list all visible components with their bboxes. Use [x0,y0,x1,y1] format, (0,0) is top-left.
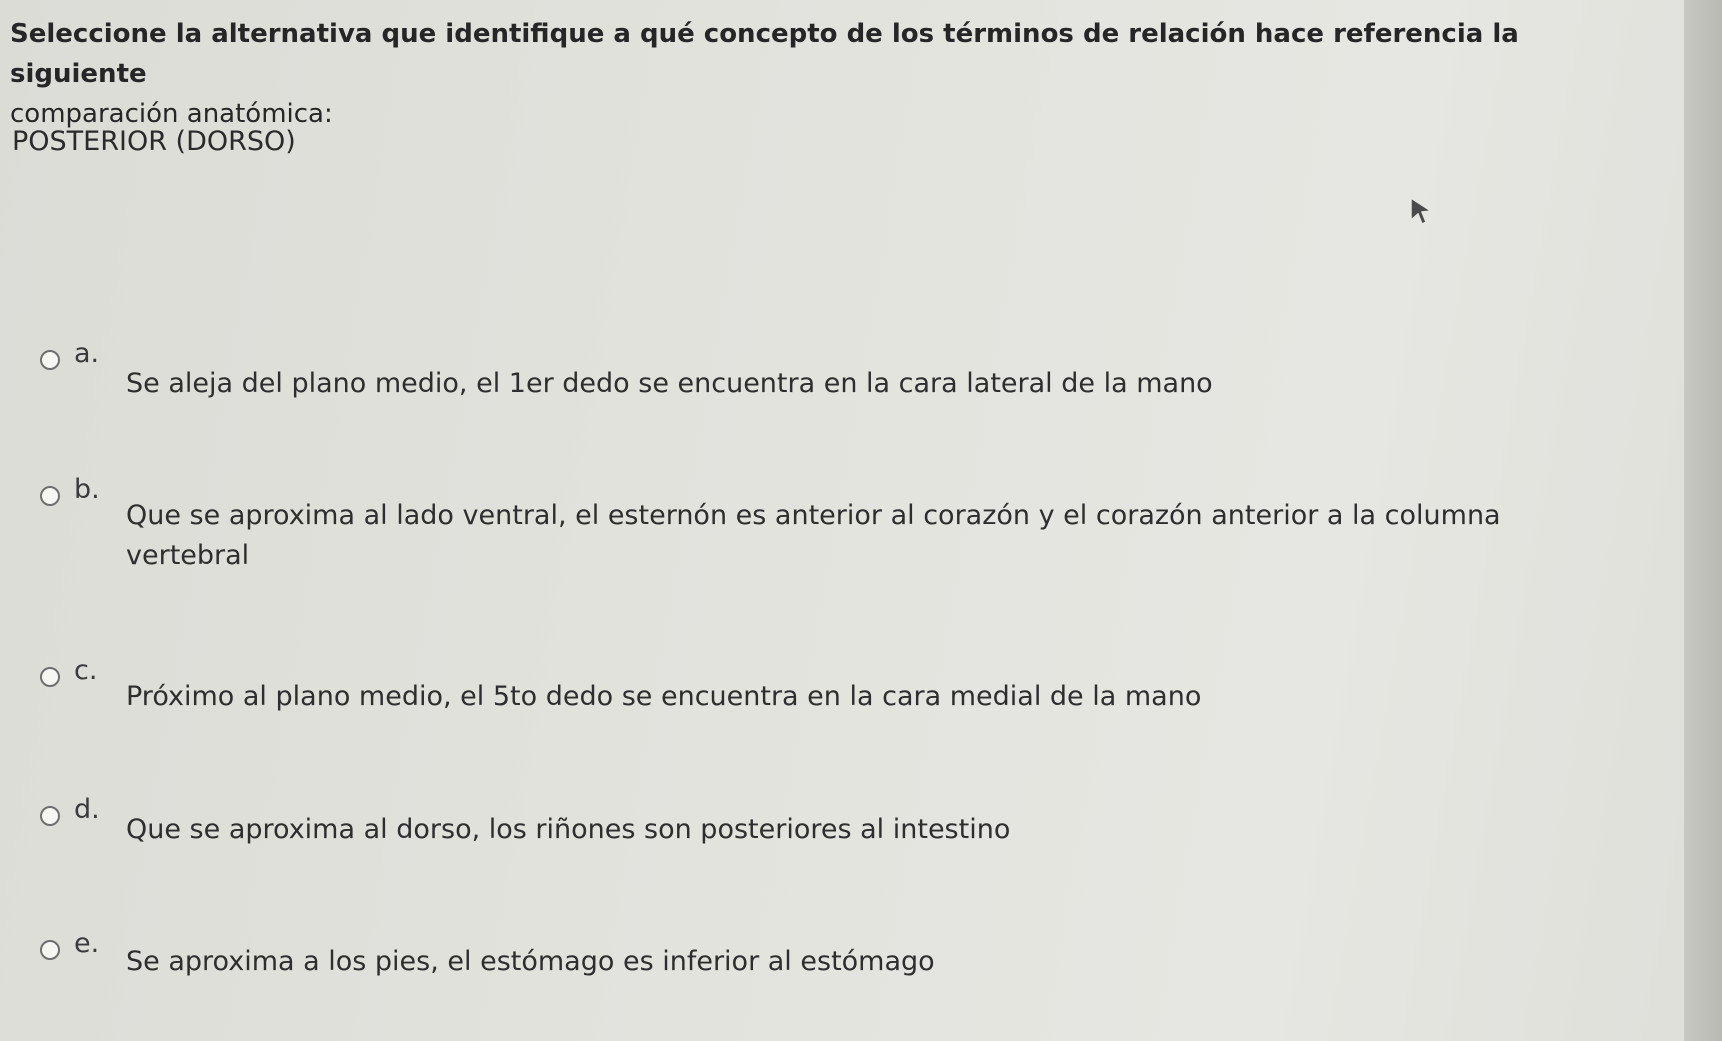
option-letter-c: c. [74,655,98,686]
anatomical-term: POSTERIOR (DORSO) [12,126,296,157]
radio-button-a[interactable] [40,350,60,370]
option-letter-b: b. [74,474,100,505]
radio-button-e[interactable] [40,940,60,960]
question-line-2: comparación anatómica: [10,99,333,129]
option-text-e[interactable]: Se aproxima a los pies, el estómago es inferior al estómago [126,946,935,977]
question-line-1: Seleccione la alternativa que identifique a qué concepto de los términos de relación hace referencia la siguiente [10,19,1519,89]
option-letter-a: a. [74,338,100,369]
option-text-c[interactable]: Próximo al plano medio, el 5to dedo se encuentra en la cara medial de la mano [126,681,1202,712]
option-text-a[interactable]: Se aleja del plano medio, el 1er dedo se encuentra en la cara lateral de la mano [126,368,1213,399]
option-text-d[interactable]: Que se aproxima al dorso, los riñones son posteriores al intestino [126,814,1011,845]
screen-edge [1684,0,1722,1041]
option-letter-e: e. [74,928,100,959]
radio-button-c[interactable] [40,667,60,687]
radio-button-b[interactable] [40,486,60,506]
radio-button-d[interactable] [40,806,60,826]
question-prompt [10,14,1660,134]
option-text-b[interactable]: Que se aproxima al lado ventral, el esternón es anterior al corazón y el corazón anterior a la columna vertebral [126,500,1501,571]
option-letter-d: d. [74,794,100,825]
mouse-cursor-icon [1408,196,1434,226]
